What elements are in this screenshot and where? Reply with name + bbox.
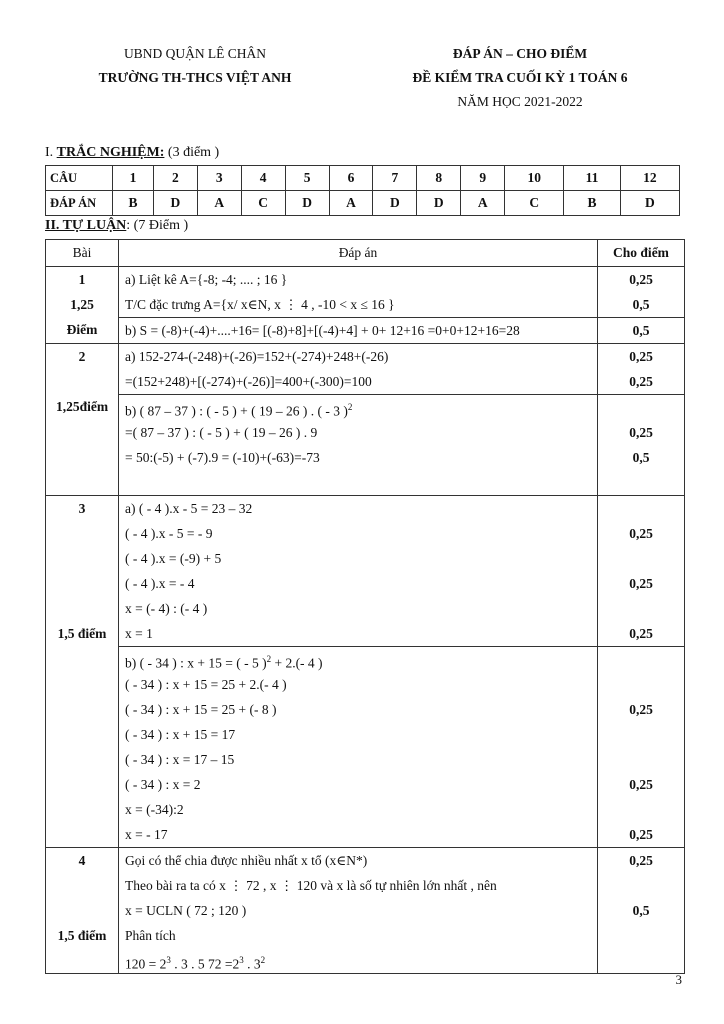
points-value: 0,5 [632,297,650,312]
problem-label: 1,5 điểm [57,626,107,641]
answer-line: x = - 17 [125,827,168,842]
question-number: 8 [417,166,461,191]
points-cell [598,267,685,318]
exam-title: ĐỀ KIỂM TRA CUỐI KỲ 1 TOÁN 6 [412,70,628,85]
school-name: TRƯỜNG TH-THCS VIỆT ANH [98,70,292,85]
problem-label [46,596,118,621]
points-value [598,546,684,571]
problem-label: 1 [78,272,86,287]
question-number: 9 [461,166,505,191]
points-cell [598,647,685,848]
section-title: TRẮC NGHIỆM: [56,145,165,160]
section-title: II. TỰ LUẬN [45,218,127,233]
points-value: 0,25 [629,272,653,287]
answer-cell: D [285,191,329,216]
points-value: 0,25 [629,526,653,541]
points-value: 0,25 [629,777,653,792]
question-number: 6 [329,166,373,191]
problem-label: 1,25 [70,297,94,312]
table-row [46,395,685,496]
answer-cell: A [197,191,241,216]
answer-line: ( - 34 ) : x = 2 [125,777,201,792]
answer-cell: B [113,191,154,216]
points-cell [598,318,685,344]
table-row [46,647,685,848]
points-value [598,470,684,495]
header-right [350,42,690,114]
problem-number-cell [46,267,119,344]
answer-line: ( - 4 ).x = (-9) + 5 [125,551,222,566]
answer-line: a) 152-274-(-248)+(-26)=152+(-274)+248+(-26) [125,349,389,364]
answer-line: x = UCLN ( 72 ; 120 ) [125,903,247,918]
column-header-bai: Bài [46,240,119,267]
problem-number-cell [46,848,119,974]
points-cell [598,848,685,974]
problem-number-cell [46,496,119,848]
answer-line: ( - 4 ).x - 5 = - 9 [125,526,213,541]
points-value: 0,5 [632,903,650,918]
problem-label: Điểm [66,322,98,337]
answer-line: Theo bài ra ta có x ⋮ 72 , x ⋮ 120 và x là số tự nhiên lớn nhất , nên [125,878,497,893]
points-value [598,873,684,898]
points-value [598,596,684,621]
table-row [46,496,685,647]
points-value: 0,25 [629,349,653,364]
answer-label: ĐÁP ÁN [46,191,113,216]
answer-cell: D [620,191,679,216]
question-number: 12 [620,166,679,191]
question-number: 2 [153,166,197,191]
table-row [46,344,685,395]
school-year: NĂM HỌC 2021-2022 [457,94,583,109]
answer-content-cell [119,344,598,395]
problem-label [46,369,118,394]
answer-content-cell [119,267,598,318]
answer-line: b) ( 87 – 37 ) : ( - 5 ) + ( 19 – 26 ) . ( - 3 )$^2$ [125,402,353,419]
answer-content-cell [119,318,598,344]
answer-line: ( - 34 ) : x + 15 = 25 + 2.(- 4 ) [125,677,287,692]
column-header-cho-diem: Cho điểm [598,240,685,267]
table-row [46,318,685,344]
points-value [598,948,684,973]
problem-label: 1,25điểm [55,399,109,414]
answer-cell: D [417,191,461,216]
district-name: UBND QUẬN LÊ CHÂN [123,46,267,61]
points-value: 0,25 [629,702,653,717]
answer-line: a) ( - 4 ).x - 5 = 23 – 32 [125,501,253,516]
essay-answer-table [45,239,685,974]
points-value: 0,25 [629,576,653,591]
answer-line: Phân tích [125,928,176,943]
points-value: 0,5 [632,323,650,338]
answer-line: a) Liệt kê A={-8; -4; .... ; 16 } [125,272,288,287]
doc-title: ĐÁP ÁN – CHO ĐIỂM [452,46,588,61]
answer-cell: C [241,191,285,216]
problem-label: 4 [78,853,86,868]
answer-line: ( - 34 ) : x + 15 = 17 [125,727,236,742]
answer-content-cell [119,395,598,496]
points-value: 0,25 [629,425,653,440]
page-number: 3 [675,972,682,987]
problem-label [46,898,118,923]
question-label: CÂU [46,166,113,191]
problem-label [46,571,118,596]
answer-line: b) ( - 34 ) : x + 15 = ( - 5 )$^2$ + 2.(- 4 ) [125,654,323,671]
points-value [598,722,684,747]
question-number: 11 [564,166,620,191]
points-value [598,672,684,697]
answer-line: x = 1 [125,626,153,641]
answer-line: x = (-34):2 [125,802,184,817]
answer-line: Gọi có thể chia được nhiều nhất x tổ (x∈N*) [125,853,368,868]
answer-line: T/C đặc trưng A={x/ x∈N, x ⋮ 4 , -10 < x ≤ 16 } [125,297,395,312]
table-row [46,848,685,974]
multiple-choice-table [45,165,680,216]
answer-line: b) S = (-8)+(-4)+....+16= [(-8)+8]+[(-4)+4] + 0+ 12+16 =0+0+12+16=28 [125,323,520,338]
points-value [598,797,684,822]
answer-line: =(152+248)+[(-274)+(-26)]=400+(-300)=100 [125,374,372,389]
header-left [60,42,330,90]
points-value [598,923,684,948]
points-value: 0,25 [629,827,653,842]
answer-cell: D [153,191,197,216]
answer-line: = 50:(-5) + (-7).9 = (-10)+(-63)=-73 [125,450,320,465]
answer-content-cell [119,647,598,848]
answer-line [125,470,597,495]
points-value: 0,25 [629,853,653,868]
question-number: 10 [505,166,564,191]
answer-line: ( - 34 ) : x + 15 = 25 + (- 8 ) [125,702,277,717]
problem-label: 3 [78,501,86,516]
answer-row [46,191,680,216]
points-value: 0,25 [629,626,653,641]
points-value: 0,5 [632,450,650,465]
answer-line: $120 = 2^3$ . 3 . 5 $72 =2^3$ . $3^2$ [125,955,266,972]
points-value [598,747,684,772]
problem-label [46,948,118,973]
problem-label [46,873,118,898]
answer-cell: C [505,191,564,216]
points-value [598,647,684,672]
question-number: 4 [241,166,285,191]
question-number: 5 [285,166,329,191]
answer-cell: D [373,191,417,216]
points-value: 0,25 [629,374,653,389]
points-cell [598,344,685,395]
problem-label [46,546,118,571]
points-value [598,496,684,521]
points-cell [598,395,685,496]
column-header-dap-an: Đáp án [119,240,598,267]
answer-cell: A [329,191,373,216]
question-row [46,166,680,191]
question-number: 1 [113,166,154,191]
question-number: 3 [197,166,241,191]
answer-line: =( 87 – 37 ) : ( - 5 ) + ( 19 – 26 ) . 9 [125,425,318,440]
points-value [598,395,684,420]
question-number: 7 [373,166,417,191]
problem-number-cell [46,344,119,496]
answer-line: ( - 4 ).x = - 4 [125,576,195,591]
problem-label: 2 [78,349,86,364]
answer-content-cell [119,848,598,974]
answer-cell: A [461,191,505,216]
table-header-row [46,240,685,267]
problem-label: 1,5 điểm [57,928,107,943]
points-cell [598,496,685,647]
answer-line: x = (- 4) : (- 4 ) [125,601,208,616]
problem-label [46,521,118,546]
answer-content-cell [119,496,598,647]
answer-line: ( - 34 ) : x = 17 – 15 [125,752,235,767]
answer-cell: B [564,191,620,216]
section-essay-heading: II. TỰ LUẬN: (7 Điểm ) [45,218,189,233]
section-multiple-choice-heading: I. TRẮC NGHIỆM: (3 điểm ) [45,145,220,160]
table-row [46,267,685,318]
